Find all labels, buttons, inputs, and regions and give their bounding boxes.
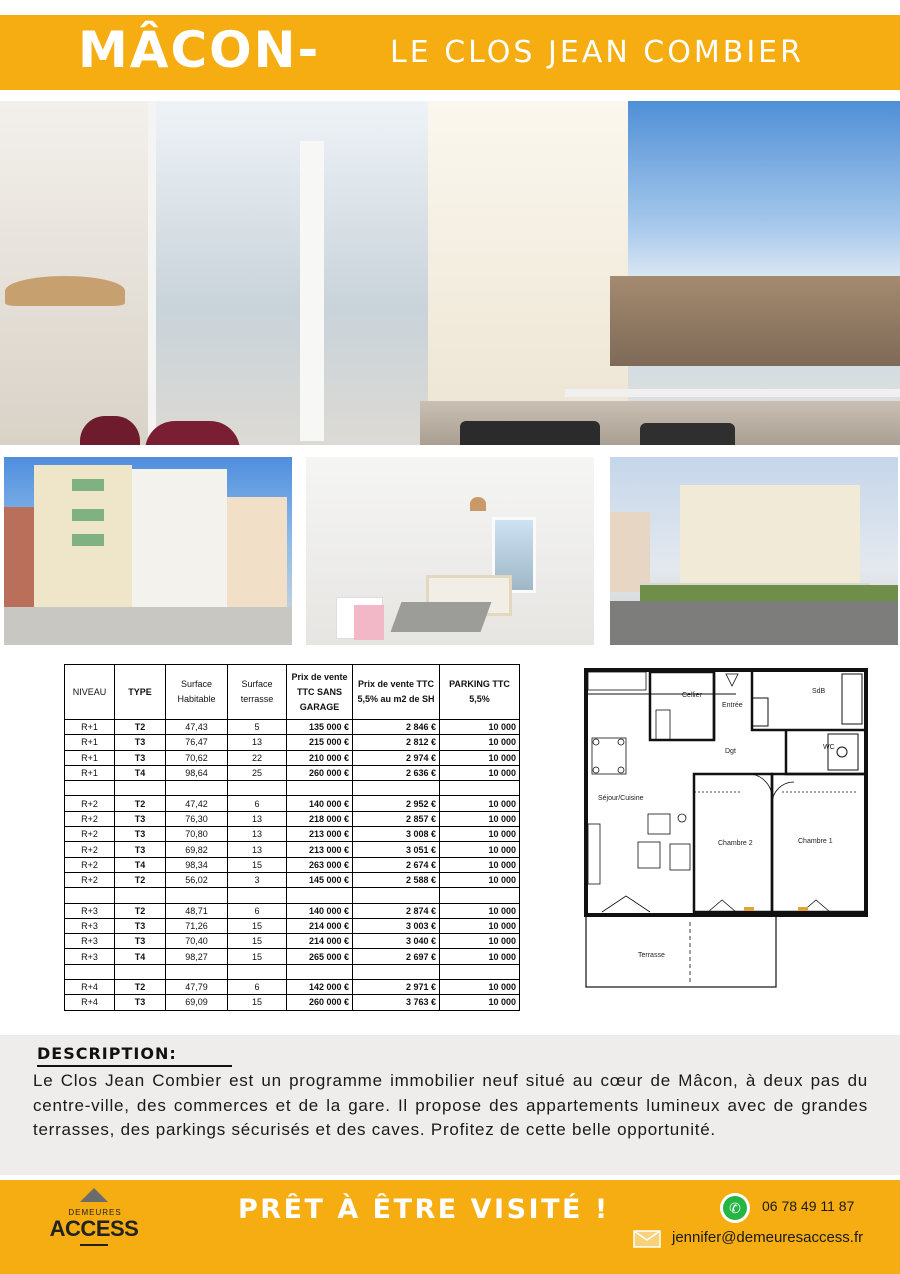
cell-surface-habitable: 47,42: [166, 796, 228, 811]
cell-type: T2: [115, 796, 166, 811]
cell-surface-habitable: 98,64: [166, 765, 228, 780]
cell-type: T4: [115, 949, 166, 964]
cell-surface-terrasse: 3: [228, 872, 287, 887]
cell-surface-terrasse: 13: [228, 735, 287, 750]
cell-prix-vente: 145 000 €: [287, 872, 353, 887]
cell-niveau: R+1: [65, 750, 115, 765]
cell-surface-terrasse: [228, 781, 287, 796]
cell-parking: [440, 888, 520, 903]
cell-surface-terrasse: 6: [228, 980, 287, 995]
header-banner: [0, 15, 900, 90]
cell-surface-terrasse: 5: [228, 720, 287, 735]
cell-prix-m2: 2 812 €: [353, 735, 440, 750]
description-underline: [37, 1065, 232, 1067]
table-row: [65, 765, 520, 780]
table-row: [65, 980, 520, 995]
cell-surface-habitable: [166, 964, 228, 979]
header-niveau: NIVEAU: [65, 665, 115, 720]
cell-surface-habitable: 69,09: [166, 995, 228, 1010]
cell-prix-vente: 135 000 €: [287, 720, 353, 735]
cell-prix-m2: 2 974 €: [353, 750, 440, 765]
table-row: [65, 995, 520, 1010]
page-title-city: MÂCON-: [78, 21, 321, 79]
cell-prix-vente: 215 000 €: [287, 735, 353, 750]
plan-label-cellier: Cellier: [682, 692, 702, 699]
cell-surface-terrasse: 13: [228, 811, 287, 826]
cell-parking: 10 000: [440, 918, 520, 933]
cell-prix-vente: 140 000 €: [287, 796, 353, 811]
cell-prix-vente: [287, 888, 353, 903]
cell-surface-habitable: 71,26: [166, 918, 228, 933]
cell-surface-habitable: [166, 781, 228, 796]
cell-niveau: [65, 964, 115, 979]
cell-type: T4: [115, 765, 166, 780]
plan-label-chambre2: Chambre 2: [718, 840, 753, 847]
header-surface-terrasse: Surface terrasse: [228, 665, 287, 720]
cell-parking: 10 000: [440, 995, 520, 1010]
cell-prix-m2: 2 697 €: [353, 949, 440, 964]
page-title-program: LE CLOS JEAN COMBIER: [390, 35, 804, 70]
table-row: [65, 934, 520, 949]
cell-prix-m2: 2 874 €: [353, 903, 440, 918]
cell-niveau: R+2: [65, 827, 115, 842]
price-table-header: [65, 665, 520, 720]
cell-type: T2: [115, 903, 166, 918]
cell-surface-terrasse: 22: [228, 750, 287, 765]
cell-surface-terrasse: [228, 888, 287, 903]
description-text: Le Clos Jean Combier est un programme immobilier neuf situé au cœur de Mâcon, à deux pas du centre-ville, des commerces et de la gare. Il propose des appartements lumineux avec de grandes terrasses, des parkings sécurisés et des caves. Profitez de cette belle opportunité.: [33, 1071, 868, 1139]
cell-prix-vente: [287, 781, 353, 796]
cell-prix-vente: 213 000 €: [287, 842, 353, 857]
cell-type: T3: [115, 842, 166, 857]
cell-parking: 10 000: [440, 720, 520, 735]
cell-prix-vente: 140 000 €: [287, 903, 353, 918]
cell-type: T3: [115, 811, 166, 826]
cell-type: T2: [115, 720, 166, 735]
photo-building-courtyard: [610, 457, 898, 645]
cell-type: [115, 964, 166, 979]
photo-bedroom: [306, 457, 594, 645]
table-row: [65, 964, 520, 979]
cell-prix-m2: 3 763 €: [353, 995, 440, 1010]
cell-niveau: R+1: [65, 720, 115, 735]
cell-prix-vente: 210 000 €: [287, 750, 353, 765]
header-parking: PARKING TTC 5,5%: [440, 665, 520, 720]
cell-surface-habitable: 76,30: [166, 811, 228, 826]
cell-surface-terrasse: 15: [228, 918, 287, 933]
cell-surface-terrasse: 6: [228, 903, 287, 918]
table-row: [65, 796, 520, 811]
cell-parking: 10 000: [440, 934, 520, 949]
cell-niveau: [65, 781, 115, 796]
cell-prix-m2: 2 674 €: [353, 857, 440, 872]
cell-parking: 10 000: [440, 842, 520, 857]
hero-photo-terrace: [0, 101, 900, 445]
logo-underline: [80, 1244, 108, 1246]
cell-type: T3: [115, 827, 166, 842]
cell-type: T4: [115, 857, 166, 872]
header-surface-habitable: Surface Habitable: [166, 665, 228, 720]
cell-parking: 10 000: [440, 827, 520, 842]
cell-niveau: R+1: [65, 735, 115, 750]
cell-surface-terrasse: 25: [228, 765, 287, 780]
phone-icon: ✆: [720, 1193, 750, 1223]
table-row: [65, 720, 520, 735]
cell-parking: 10 000: [440, 872, 520, 887]
header-prix-vente: Prix de vente TTC SANS GARAGE: [287, 665, 353, 720]
plan-label-terrasse: Terrasse: [638, 952, 665, 959]
cell-surface-terrasse: 13: [228, 827, 287, 842]
cell-surface-habitable: 76,47: [166, 735, 228, 750]
cell-prix-m2: 2 857 €: [353, 811, 440, 826]
table-row: [65, 888, 520, 903]
cell-parking: 10 000: [440, 857, 520, 872]
cell-prix-m2: 2 971 €: [353, 980, 440, 995]
cell-prix-m2: 3 003 €: [353, 918, 440, 933]
cell-prix-m2: 2 846 €: [353, 720, 440, 735]
cell-surface-terrasse: 15: [228, 995, 287, 1010]
mail-icon: [633, 1230, 661, 1248]
plan-label-sdb: SdB: [812, 688, 826, 695]
cell-niveau: R+4: [65, 980, 115, 995]
cell-niveau: R+3: [65, 903, 115, 918]
cell-surface-habitable: 98,27: [166, 949, 228, 964]
cell-type: T2: [115, 872, 166, 887]
cell-surface-habitable: 56,02: [166, 872, 228, 887]
cell-type: T3: [115, 934, 166, 949]
cell-type: [115, 888, 166, 903]
cell-type: T3: [115, 735, 166, 750]
cell-prix-vente: 260 000 €: [287, 765, 353, 780]
cell-niveau: R+4: [65, 995, 115, 1010]
cell-prix-vente: 260 000 €: [287, 995, 353, 1010]
plan-label-wc: WC: [823, 744, 835, 751]
table-row: [65, 750, 520, 765]
cell-niveau: R+2: [65, 842, 115, 857]
cell-parking: 10 000: [440, 949, 520, 964]
cell-parking: 10 000: [440, 796, 520, 811]
cell-prix-vente: 218 000 €: [287, 811, 353, 826]
cell-surface-habitable: 70,80: [166, 827, 228, 842]
floor-plan: [566, 664, 880, 994]
cell-surface-habitable: 47,43: [166, 720, 228, 735]
cell-surface-terrasse: 13: [228, 842, 287, 857]
cell-niveau: R+2: [65, 857, 115, 872]
cell-prix-vente: [287, 964, 353, 979]
cell-parking: 10 000: [440, 750, 520, 765]
table-row: [65, 903, 520, 918]
cell-parking: [440, 964, 520, 979]
cell-niveau: R+3: [65, 934, 115, 949]
cell-prix-vente: 263 000 €: [287, 857, 353, 872]
photo-building-street: [4, 457, 292, 645]
table-row: [65, 842, 520, 857]
cell-prix-m2: 2 952 €: [353, 796, 440, 811]
cell-prix-m2: [353, 888, 440, 903]
cell-parking: 10 000: [440, 903, 520, 918]
cell-surface-habitable: 47,79: [166, 980, 228, 995]
cell-parking: 10 000: [440, 980, 520, 995]
cell-prix-vente: 265 000 €: [287, 949, 353, 964]
cell-surface-habitable: [166, 888, 228, 903]
phone-number[interactable]: 06 78 49 11 87: [762, 1198, 855, 1214]
cell-parking: 10 000: [440, 811, 520, 826]
cell-surface-habitable: 48,71: [166, 903, 228, 918]
cell-type: T3: [115, 995, 166, 1010]
footer-banner: [0, 1180, 900, 1274]
cell-prix-vente: 142 000 €: [287, 980, 353, 995]
cell-surface-terrasse: [228, 964, 287, 979]
table-row: [65, 949, 520, 964]
cell-prix-vente: 213 000 €: [287, 827, 353, 842]
cell-prix-vente: 214 000 €: [287, 934, 353, 949]
cell-parking: [440, 781, 520, 796]
header-prix-m2: Prix de vente TTC 5,5% au m2 de SH: [353, 665, 440, 720]
description-title: DESCRIPTION:: [37, 1044, 177, 1063]
cell-parking: 10 000: [440, 735, 520, 750]
cell-type: T2: [115, 980, 166, 995]
cell-niveau: R+3: [65, 949, 115, 964]
cell-surface-terrasse: 15: [228, 934, 287, 949]
cell-prix-m2: 3 040 €: [353, 934, 440, 949]
cell-surface-terrasse: 15: [228, 857, 287, 872]
cell-niveau: R+2: [65, 796, 115, 811]
email-link[interactable]: jennifer@demeuresaccess.fr: [672, 1229, 864, 1246]
table-row: [65, 827, 520, 842]
cell-prix-m2: 2 588 €: [353, 872, 440, 887]
plan-label-sejour: Séjour/Cuisine: [598, 795, 644, 802]
table-row: [65, 918, 520, 933]
cell-parking: 10 000: [440, 765, 520, 780]
table-row: [65, 781, 520, 796]
logo-text-demeures: DEMEURES: [68, 1208, 122, 1217]
table-row: [65, 857, 520, 872]
cell-surface-terrasse: 15: [228, 949, 287, 964]
cell-niveau: R+3: [65, 918, 115, 933]
cell-niveau: R+2: [65, 872, 115, 887]
cell-surface-habitable: 98,34: [166, 857, 228, 872]
plan-label-chambre1: Chambre 1: [798, 838, 833, 845]
cell-type: [115, 781, 166, 796]
logo-roof-icon: [80, 1188, 108, 1202]
cell-surface-habitable: 70,40: [166, 934, 228, 949]
cell-prix-m2: 3 008 €: [353, 827, 440, 842]
cta-ready-to-visit: PRÊT À ÊTRE VISITÉ !: [238, 1194, 610, 1225]
logo-text-access: ACCESS: [49, 1216, 139, 1241]
cell-surface-habitable: 69,82: [166, 842, 228, 857]
price-table: [64, 664, 520, 1011]
cell-niveau: R+2: [65, 811, 115, 826]
cell-prix-vente: 214 000 €: [287, 918, 353, 933]
table-row: [65, 811, 520, 826]
header-type: TYPE: [115, 665, 166, 720]
cell-prix-m2: 3 051 €: [353, 842, 440, 857]
plan-label-entree: Entrée: [722, 702, 743, 709]
floor-plan-drawing: [566, 664, 880, 994]
cell-type: T3: [115, 918, 166, 933]
cell-niveau: R+1: [65, 765, 115, 780]
table-row: [65, 872, 520, 887]
table-row: [65, 735, 520, 750]
description-section: [0, 1035, 900, 1175]
cell-type: T3: [115, 750, 166, 765]
cell-prix-m2: [353, 781, 440, 796]
cell-prix-m2: 2 636 €: [353, 765, 440, 780]
cell-surface-terrasse: 6: [228, 796, 287, 811]
cell-surface-habitable: 70,62: [166, 750, 228, 765]
cell-niveau: [65, 888, 115, 903]
cell-prix-m2: [353, 964, 440, 979]
plan-label-dgt: Dgt: [725, 748, 736, 755]
